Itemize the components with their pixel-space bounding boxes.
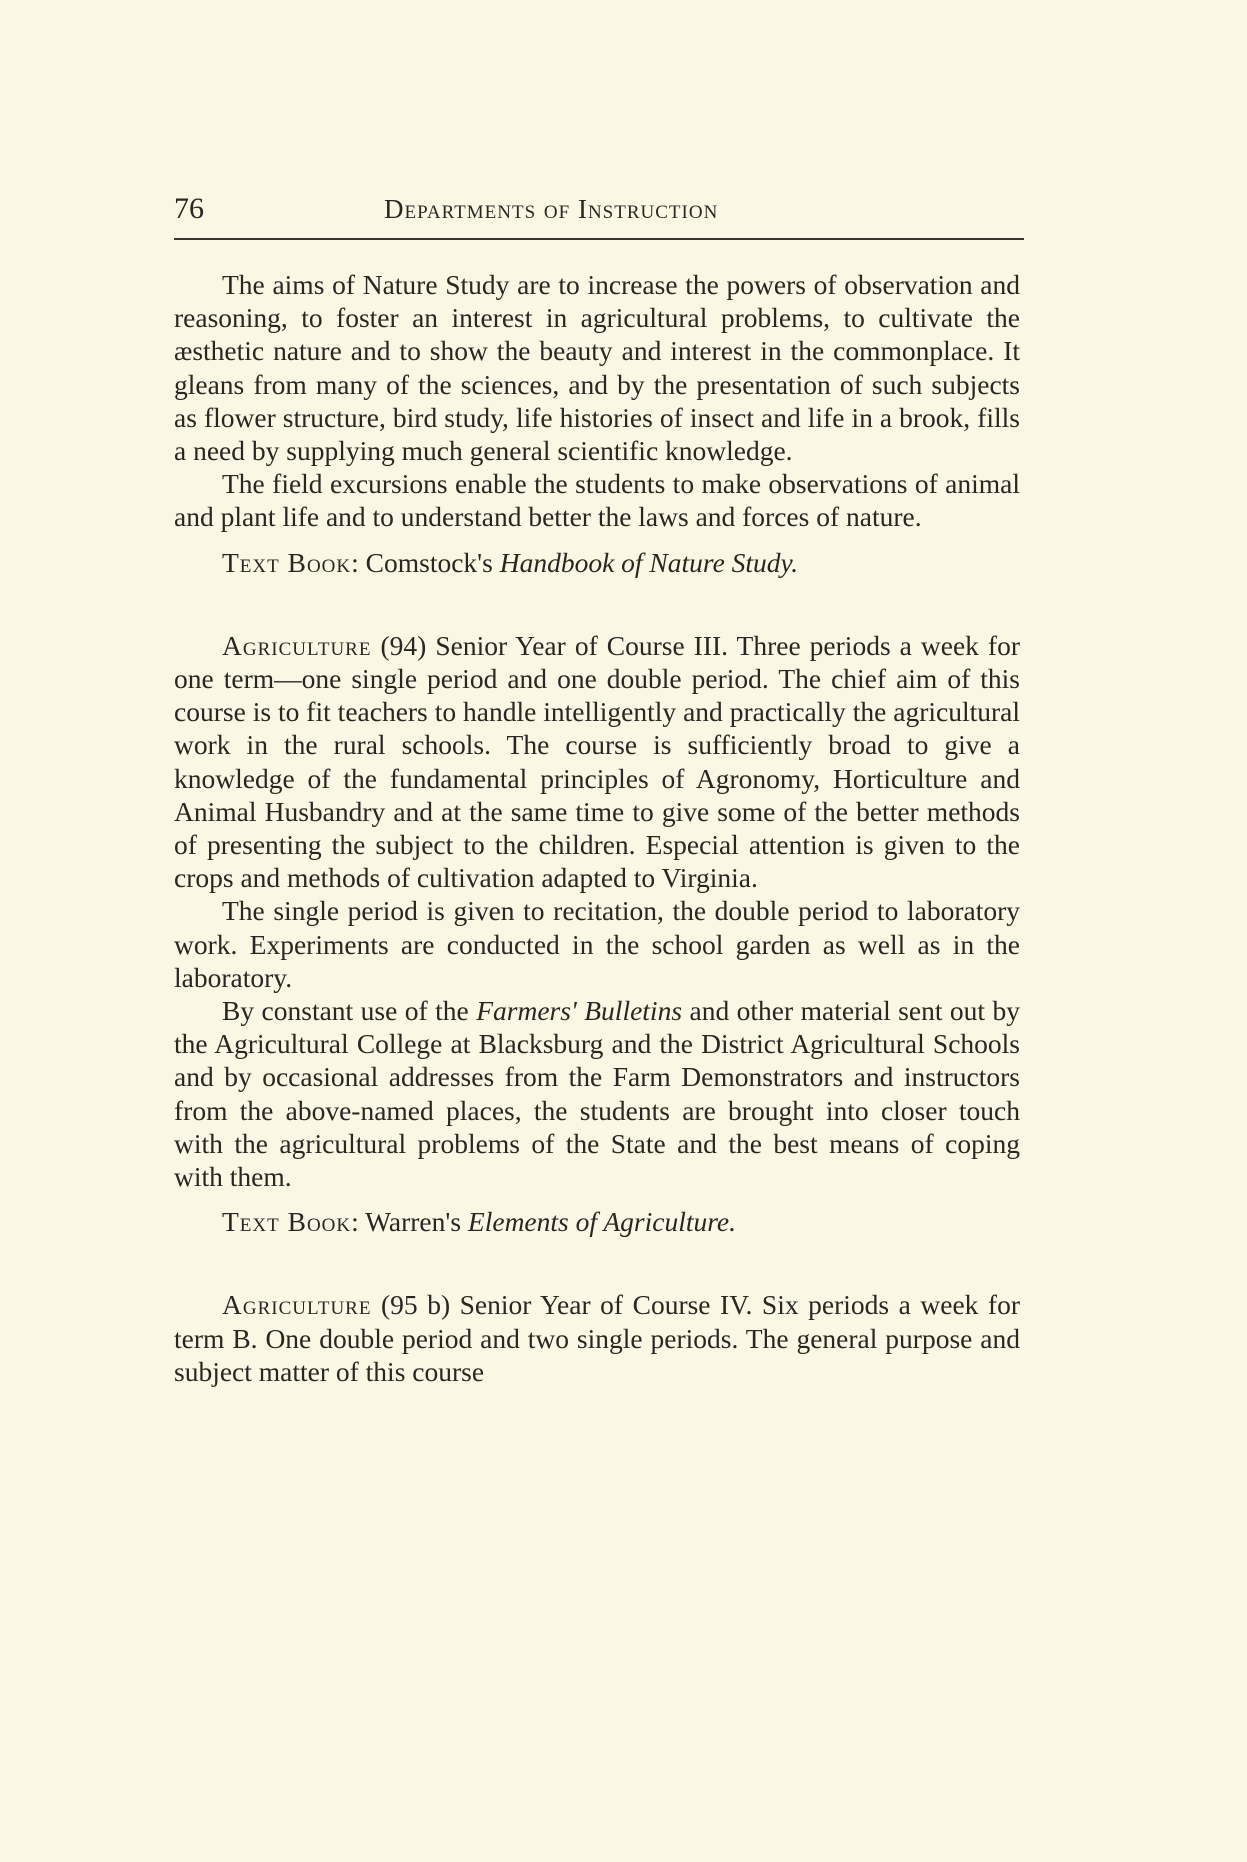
course-heading: Agriculture xyxy=(222,629,372,661)
page-body xyxy=(174,268,1020,1388)
textbook-title: Elements of Agriculture. xyxy=(467,1206,737,1238)
bulletins-title: Farmers' Bulletins xyxy=(476,995,683,1027)
nature-study-paragraph-2: The field excursions enable the students to make observations of animal and plant life and to understand better the laws and forces of nature. xyxy=(174,468,1020,533)
agriculture-95b-text: (95 b) Senior Year of Course IV. Six periods a week for term B. One double period and two single periods. The general purpose and subject matter of this course xyxy=(174,1289,1021,1387)
page-header xyxy=(174,192,1024,232)
textbook-label: Text Book xyxy=(222,1206,352,1238)
agriculture-94-text: (94) Senior Year of Course III. Three periods a week for one term—one single period and one double period. The chief aim of this course is to fit teachers to handle intelligently and practically the agricultural work in the rural schools. The course is sufficiently broad to give a knowledge of the fundamental principles of Agronomy, Horticulture and Animal Husbandry and at the same time to give some of the better methods of presenting the subject to the children. Especial attention is given to the crops and methods of cultivation adapted to Virginia. xyxy=(174,629,1020,894)
agriculture-94-textbook: Text Book: Warren's Elements of Agriculture. xyxy=(222,1206,737,1238)
textbook-author: Comstock's xyxy=(365,546,493,578)
agriculture-95b-paragraph-1 xyxy=(174,1288,1020,1388)
textbook-title: Handbook of Nature Study. xyxy=(499,546,799,578)
textbook-author: Warren's xyxy=(365,1206,462,1238)
nature-study-textbook: Text Book: Comstock's Handbook of Nature Study. xyxy=(222,546,799,578)
header-rule xyxy=(174,238,1024,240)
page-number: 76 xyxy=(174,192,204,225)
agriculture-94-paragraph-3 xyxy=(174,994,1020,1193)
para3-text-a: By constant use of the xyxy=(222,995,469,1027)
nature-study-paragraph-1: The aims of Nature Study are to increase the powers of observation and reasoning, to foster an interest in agricultural problems, to cultivate the æsthetic nature and to show the beauty and interest in the commonplace. It gleans from many of the sciences, and by the presentation of such subjects as flower structure, bird study, life histories of insect and life in a brook, fills a need by supplying much general scientific knowledge. xyxy=(174,269,1020,467)
agriculture-94-paragraph-2: The single period is given to recitation, the double period to laboratory work. Experiments are conducted in the school garden as well as in the laboratory. xyxy=(174,895,1020,993)
course-heading: Agriculture xyxy=(222,1289,372,1321)
running-title: Departments of Instruction xyxy=(384,194,719,224)
textbook-label: Text Book xyxy=(222,546,352,578)
agriculture-94-paragraph-1 xyxy=(174,629,1020,895)
para3-text-b: and other material sent out by the Agricultural College at Blacksburg and the District Agricultural Schools and by occasional addresses from the Farm Demonstrators and instructors from the above-named places, the students are brought into closer touch with the agricultural problems of the State and the best means of coping with them. xyxy=(174,995,1021,1193)
